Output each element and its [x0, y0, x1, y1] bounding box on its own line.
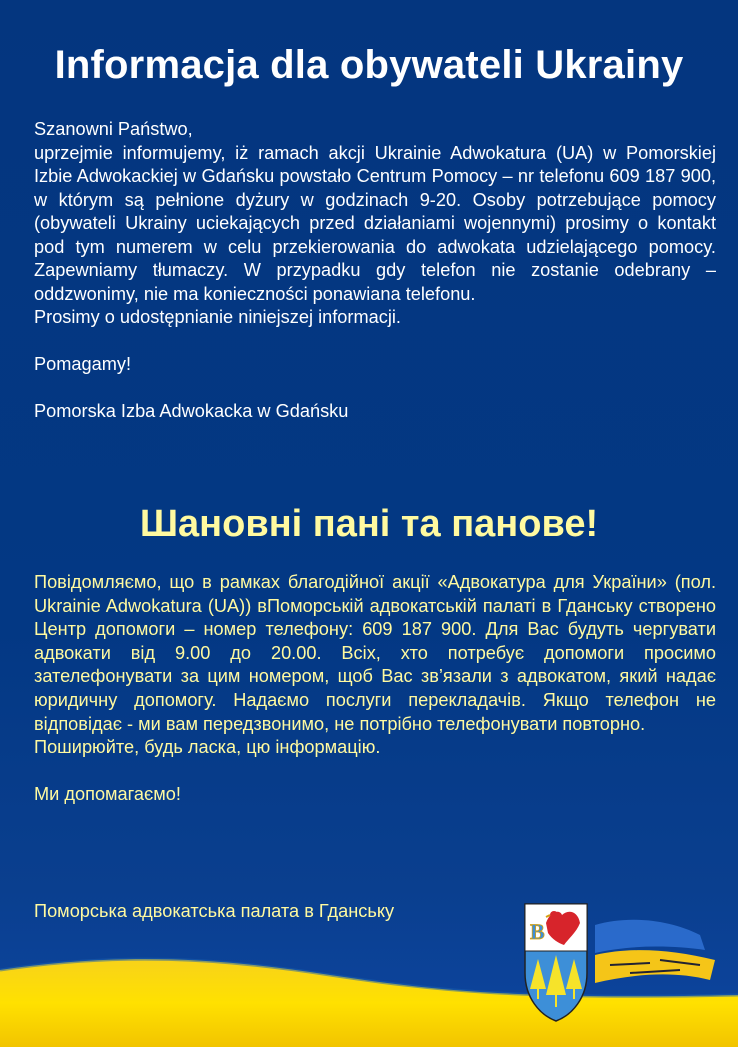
svg-text:B: B	[530, 919, 545, 944]
ukrainian-signature: Поморська адвокатська палата в Гданську	[34, 901, 395, 921]
polish-signature: Pomorska Izba Adwokacka w Gdańsku	[34, 401, 349, 421]
ukrainian-share: Поширюйте, будь ласка, цю інформацію.	[34, 737, 381, 758]
page-title: Informacja dla obywateli Ukrainy	[54, 43, 684, 87]
polish-greeting: Szanowni Państwo,	[34, 119, 193, 139]
ukrainian-paragraph: Повідомляємо, що в рамках благодійної акції «Адвокатура для України» (пол. Ukrainie Adwokatura (UA)) вПоморській адвокатській палаті в Гданську створено Центр допомоги – номер телефону: 609 187 900. Для Вас будуть чергувати адвокати від 9.00 до 20.00. Всіх, хто потребує допомоги просимо зателефонувати за цим номером, щоб Вас зв’язали з адвокатом, який надає юридичну допомогу. Надаємо послуги перекладачів. Якщо телефон не відповідає - ми вам передзвонимо, не потрібно телефонувати повторно.	[34, 572, 716, 734]
polish-paragraph: uprzejmie informujemy, iż ramach akcji Ukrainie Adwokatura (UA) w Pomorskiej Izbie Adwokackiej w Gdańsku powstało Centrum Pomocy – nr telefonu 609 187 900, w którym są pełnione dyżury w godzinach 9-20. Osoby potrzebujące pomocy (obywateli Ukrainy uciekających przed działaniami wojennymi) prosimy o kontakt pod tym numerem w celu przekierowania do adwokata udzielającego pomocy. Zapewniamy tłumaczy. W przypadku gdy telefon nie zostanie odebrany – oddzwonimy, nie ma konieczności ponawiana telefonu.	[34, 142, 716, 304]
coat-of-arms-icon	[524, 903, 588, 1023]
polish-section	[34, 118, 716, 424]
ukrainian-section	[34, 571, 716, 807]
polish-share: Prosimy o udostępnianie niniejszej informacji.	[34, 307, 401, 327]
ukrainian-closing: Ми допомагаємо!	[34, 784, 181, 805]
polish-closing: Pomagamy!	[34, 354, 132, 374]
ukrainian-title: Шановні пані та панове!	[139, 503, 599, 545]
flag-brush-icon	[590, 915, 720, 995]
